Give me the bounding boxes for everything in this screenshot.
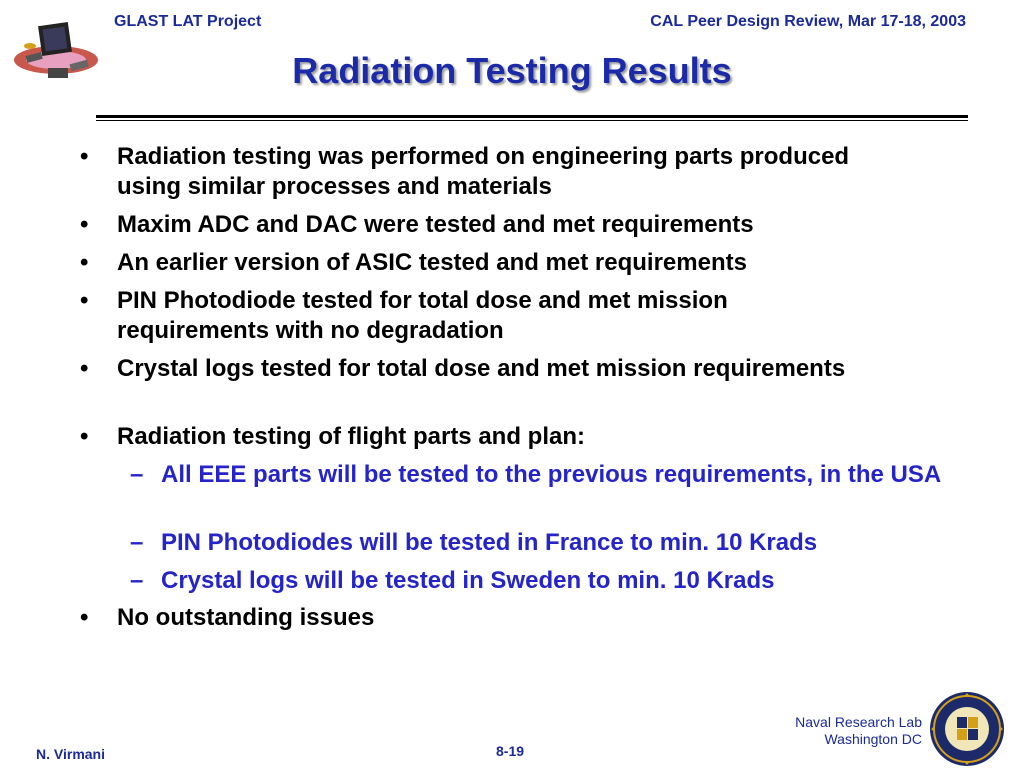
footer-author: N. Virmani <box>36 746 105 762</box>
header-project: GLAST LAT Project <box>114 13 262 30</box>
sub-bullet-text: PIN Photodiodes will be tested in France to min. 10 Krads <box>161 529 818 556</box>
bullet-text: Crystal logs tested for total dose and met mission requirements <box>117 355 846 382</box>
bullet-marker: • <box>80 604 89 631</box>
bullet-text: PIN Photodiode tested for total dose and met mission requirements with no degradation <box>117 287 728 344</box>
sub-bullet-text: All EEE parts will be tested to the previous requirements, in the USA <box>161 461 942 488</box>
bullet-marker: • <box>80 287 89 314</box>
header-review: CAL Peer Design Review, Mar 17-18, 2003 <box>650 13 966 30</box>
title-rule <box>96 115 968 118</box>
bullet-marker: • <box>80 143 89 170</box>
footer-org-line1: Naval Research Lab <box>795 714 922 730</box>
footer-org-line2: Washington DC <box>824 731 922 747</box>
page-number: 8-19 <box>496 743 525 759</box>
bullet-marker: • <box>80 355 89 382</box>
bullet-text: No outstanding issues <box>117 604 375 631</box>
bullet-text: An earlier version of ASIC tested and met requirements <box>117 249 747 276</box>
slide-title: Radiation Testing Results <box>292 50 732 91</box>
bullet-marker: • <box>80 423 89 450</box>
sub-bullet-marker: – <box>130 461 144 488</box>
bullet-text: Maxim ADC and DAC were tested and met requirements <box>117 211 754 238</box>
bullet-text: Radiation testing was performed on engineering parts produced using similar processes and materials <box>117 143 850 200</box>
bullet-marker: • <box>80 249 89 276</box>
bullet-text: Radiation testing of flight parts and plan: <box>117 423 585 450</box>
title-rule-thin <box>96 120 968 121</box>
sub-bullet-marker: – <box>130 529 144 556</box>
sub-bullet-marker: – <box>130 567 144 594</box>
footer-organization <box>795 714 922 748</box>
sub-bullet-text: Crystal logs will be tested in Sweden to min. 10 Krads <box>161 567 775 594</box>
bullet-marker: • <box>80 211 89 238</box>
nrl-seal-icon <box>928 690 1006 768</box>
